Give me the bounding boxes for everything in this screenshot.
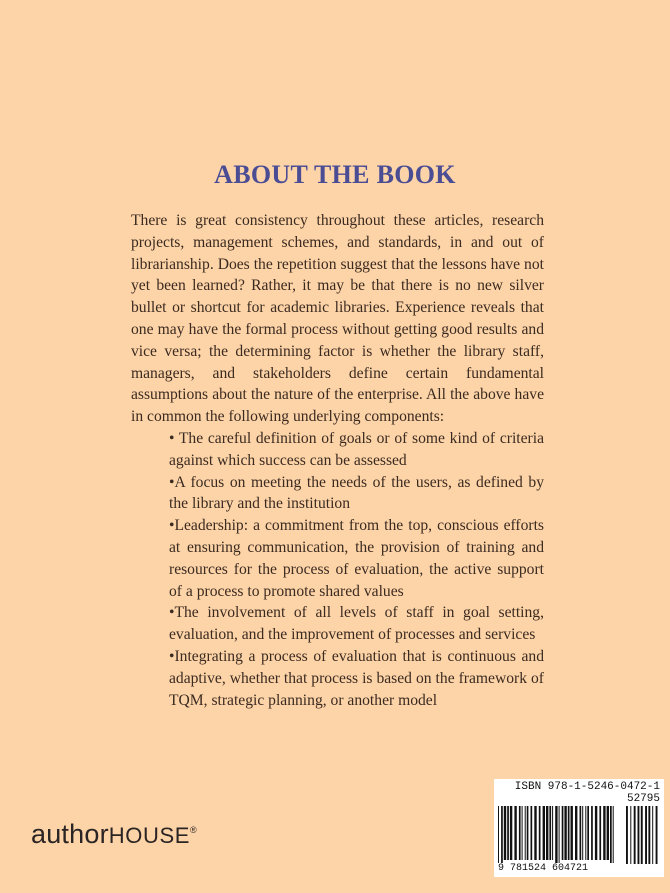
list-item: • The careful definition of goals or of some kind of criteria against which success can be assessed xyxy=(169,429,544,469)
isbn-text: ISBN 978-1-5246-0472-1 xyxy=(514,781,660,793)
isbn-barcode xyxy=(494,779,664,877)
publisher-logo xyxy=(31,819,197,850)
logo-part-house: HOUSE xyxy=(108,823,191,848)
ean-digits: 9 781524 604721 xyxy=(498,863,618,874)
components-list xyxy=(131,428,544,711)
addon-code: 52795 xyxy=(626,793,660,805)
barcode-bars xyxy=(498,806,660,864)
intro-paragraph: There is great consistency throughout these articles, research projects, management schemes, and standards, in and out of librarianship. Does the repetition suggest that the lessons have not yet been learned? Rather, it may be that there is no new silver bullet or shortcut for academic libraries. Experience reveals that one may have the formal process without getting good results and vice versa; the determining factor is whether the library staff, managers, and stakeholders define certain fundamental assumptions about the nature of the enterprise. All the above have in common the following underlying components: xyxy=(131,212,544,426)
book-description xyxy=(131,210,544,711)
list-item: •The involvement of all levels of staff in goal setting, evaluation, and the improvement of processes and services xyxy=(169,604,544,644)
list-item: •Integrating a process of evaluation that is continuous and adaptive, whether that process is based on the framework of TQM, strategic planning, or another model xyxy=(169,647,544,709)
list-item: •A focus on meeting the needs of the users, as defined by the library and the institution xyxy=(169,473,544,513)
list-item: •Leadership: a commitment from the top, conscious efforts at ensuring communication, the provision of training and resources for the process of evaluation, the active support of a process to promote shared values xyxy=(169,517,544,600)
registered-mark: ® xyxy=(190,825,197,835)
book-section-title: ABOUT THE BOOK xyxy=(214,160,456,189)
logo-part-author: author xyxy=(31,819,109,849)
